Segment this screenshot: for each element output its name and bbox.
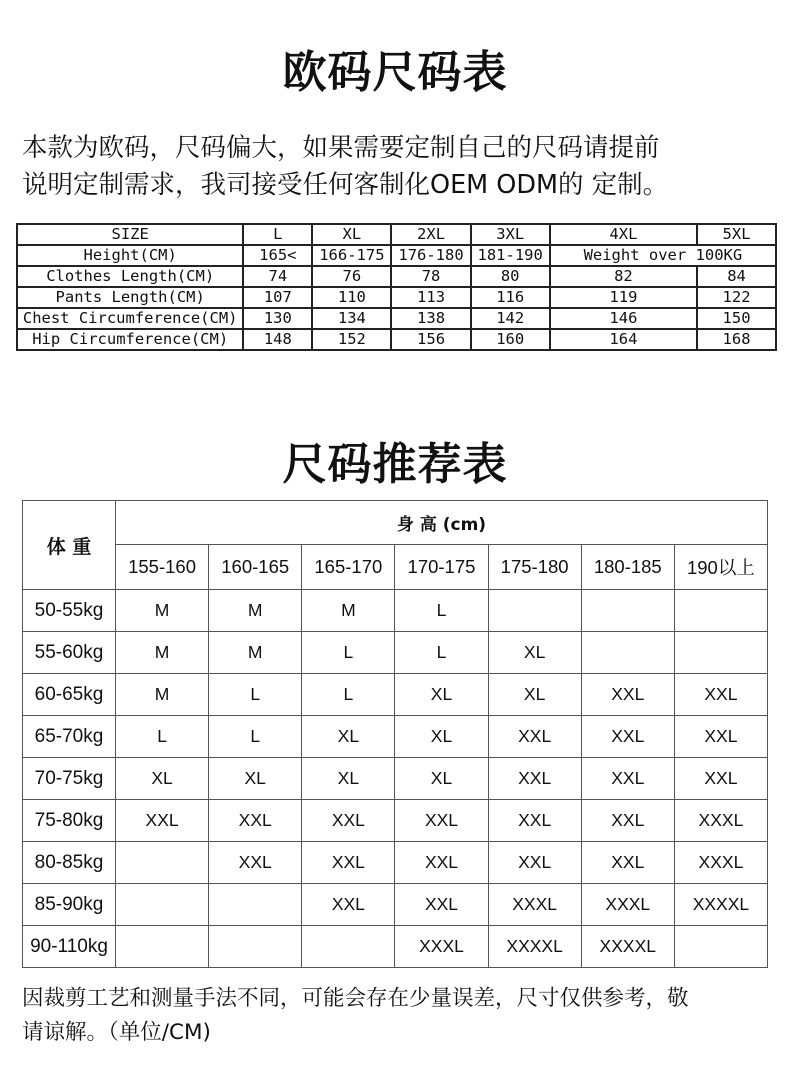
table-cell: 168 <box>697 329 776 350</box>
table-row <box>23 758 768 800</box>
size-cell: L <box>395 632 488 674</box>
size-cell: XXL <box>395 842 488 884</box>
table-cell: 181-190 <box>471 245 550 266</box>
header-cell: 2XL <box>391 224 470 245</box>
size-cell: XXL <box>581 758 674 800</box>
table-cell: 138 <box>391 308 470 329</box>
intro-text <box>22 130 782 204</box>
size-cell: XXXXL <box>674 884 767 926</box>
size-cell: L <box>209 716 302 758</box>
weight-cell: 65-70kg <box>23 716 116 758</box>
table-cell: 113 <box>391 287 470 308</box>
table-cell: 78 <box>391 266 470 287</box>
size-cell: M <box>209 632 302 674</box>
size-cell: XXL <box>209 842 302 884</box>
table-cell: 116 <box>471 287 550 308</box>
table-cell: 130 <box>243 308 312 329</box>
size-cell: XL <box>488 632 581 674</box>
weight-cell: 50-55kg <box>23 590 116 632</box>
table-cell: 107 <box>243 287 312 308</box>
size-cell: XXL <box>488 842 581 884</box>
weight-cell: 85-90kg <box>23 884 116 926</box>
table-cell: 165< <box>243 245 312 266</box>
table-cell-merged: Weight over 100KG <box>550 245 776 266</box>
size-cell: XXL <box>302 800 395 842</box>
size-cell: L <box>116 716 209 758</box>
header-cell: L <box>243 224 312 245</box>
size-cell: XXL <box>674 716 767 758</box>
size-cell: XXXL <box>581 884 674 926</box>
size-cell <box>116 842 209 884</box>
table-cell: 160 <box>471 329 550 350</box>
size-cell: XL <box>395 674 488 716</box>
size-cell <box>116 884 209 926</box>
footer-line: 请谅解。（单位/CM) <box>22 1020 211 1045</box>
header-cell: 3XL <box>471 224 550 245</box>
table-row <box>23 842 768 884</box>
size-cell: XXL <box>581 674 674 716</box>
weight-cell: 90-110kg <box>23 926 116 968</box>
table-row <box>23 716 768 758</box>
height-range-cell: 160-165 <box>209 545 302 590</box>
size-cell <box>581 590 674 632</box>
table-row <box>17 308 776 329</box>
table-row <box>23 926 768 968</box>
height-range-row <box>23 545 768 590</box>
size-cell <box>116 926 209 968</box>
table-cell: 80 <box>471 266 550 287</box>
footer-line: 因裁剪工艺和测量手法不同，可能会存在少量误差，尺寸仅供参考，敬 <box>22 986 689 1011</box>
intro-line: 本款为欧码，尺码偏大，如果需要定制自己的尺码请提前 <box>22 133 660 163</box>
size-cell <box>209 884 302 926</box>
size-cell: XL <box>302 716 395 758</box>
weight-cell: 70-75kg <box>23 758 116 800</box>
table-row <box>23 632 768 674</box>
size-cell: XXL <box>488 716 581 758</box>
size-cell: XXL <box>488 800 581 842</box>
row-label: Clothes Length(CM) <box>17 266 243 287</box>
table-cell: 164 <box>550 329 697 350</box>
size-cell: M <box>209 590 302 632</box>
table-cell: 119 <box>550 287 697 308</box>
size-cell: XL <box>395 758 488 800</box>
size-cell <box>302 926 395 968</box>
size-cell: XXL <box>395 800 488 842</box>
row-label: Hip Circumference(CM) <box>17 329 243 350</box>
table-cell: 146 <box>550 308 697 329</box>
size-cell: XXXXL <box>488 926 581 968</box>
height-range-cell: 180-185 <box>581 545 674 590</box>
weight-cell: 55-60kg <box>23 632 116 674</box>
size-cell <box>209 926 302 968</box>
size-cell: XXXL <box>488 884 581 926</box>
euro-size-table <box>16 223 777 351</box>
table-row <box>17 329 776 350</box>
size-cell: XXL <box>674 674 767 716</box>
table-row <box>23 674 768 716</box>
weight-header: 体 重 <box>23 501 116 590</box>
size-cell: XXL <box>302 842 395 884</box>
footer-note <box>22 982 782 1050</box>
size-cell: XL <box>395 716 488 758</box>
table-cell: 152 <box>312 329 391 350</box>
size-cell: XL <box>302 758 395 800</box>
size-cell <box>674 590 767 632</box>
table-cell: 148 <box>243 329 312 350</box>
header-cell: XL <box>312 224 391 245</box>
size-cell: M <box>116 590 209 632</box>
size-recommend-title: 尺码推荐表 <box>282 439 508 490</box>
size-cell: XXL <box>581 800 674 842</box>
height-header: 身 高 (cm) <box>116 501 768 545</box>
size-cell: XXL <box>674 758 767 800</box>
table-cell: 166-175 <box>312 245 391 266</box>
row-label: Height(CM) <box>17 245 243 266</box>
size-recommend-table <box>22 500 768 968</box>
table-cell: 110 <box>312 287 391 308</box>
weight-cell: 75-80kg <box>23 800 116 842</box>
size-cell: XXL <box>488 758 581 800</box>
table-cell: 76 <box>312 266 391 287</box>
height-range-cell: 175-180 <box>488 545 581 590</box>
table-cell: 122 <box>697 287 776 308</box>
size-cell: XXXXL <box>581 926 674 968</box>
table-cell: 142 <box>471 308 550 329</box>
table-header-row <box>23 501 768 545</box>
table-row <box>23 800 768 842</box>
size-cell: XXXL <box>674 842 767 884</box>
row-label: Pants Length(CM) <box>17 287 243 308</box>
size-cell <box>581 632 674 674</box>
size-cell: XL <box>116 758 209 800</box>
size-cell: XXL <box>302 884 395 926</box>
height-range-cell: 170-175 <box>395 545 488 590</box>
size-cell: XXL <box>209 800 302 842</box>
table-cell: 134 <box>312 308 391 329</box>
header-cell: 5XL <box>697 224 776 245</box>
table-cell: 176-180 <box>391 245 470 266</box>
table-cell: 84 <box>697 266 776 287</box>
table-row <box>17 245 776 266</box>
row-label: Chest Circumference(CM) <box>17 308 243 329</box>
size-cell: M <box>302 590 395 632</box>
size-cell: XXXL <box>395 926 488 968</box>
height-range-cell: 165-170 <box>302 545 395 590</box>
header-cell: SIZE <box>17 224 243 245</box>
size-cell: XXXL <box>674 800 767 842</box>
table-row <box>23 884 768 926</box>
size-cell: M <box>116 674 209 716</box>
size-cell: XL <box>488 674 581 716</box>
size-cell: XXL <box>395 884 488 926</box>
size-cell <box>674 632 767 674</box>
weight-cell: 80-85kg <box>23 842 116 884</box>
weight-cell: 60-65kg <box>23 674 116 716</box>
header-cell: 4XL <box>550 224 697 245</box>
size-cell: M <box>116 632 209 674</box>
size-cell: XXL <box>581 842 674 884</box>
table-cell: 150 <box>697 308 776 329</box>
table-cell: 82 <box>550 266 697 287</box>
size-cell: XL <box>209 758 302 800</box>
table-cell: 74 <box>243 266 312 287</box>
height-range-cell: 190以上 <box>674 545 767 590</box>
table-row <box>17 266 776 287</box>
euro-size-chart-title: 欧码尺码表 <box>282 47 508 98</box>
table-row <box>23 590 768 632</box>
size-cell: XXL <box>116 800 209 842</box>
intro-line: 说明定制需求，我司接受任何客制化OEM ODM的 定制。 <box>22 170 669 200</box>
table-row <box>17 287 776 308</box>
size-cell: L <box>209 674 302 716</box>
table-cell: 156 <box>391 329 470 350</box>
size-cell: L <box>395 590 488 632</box>
size-cell: L <box>302 632 395 674</box>
height-range-cell: 155-160 <box>116 545 209 590</box>
size-cell <box>674 926 767 968</box>
table-header-row <box>17 224 776 245</box>
size-cell <box>488 590 581 632</box>
size-cell: XXL <box>581 716 674 758</box>
size-cell: L <box>302 674 395 716</box>
